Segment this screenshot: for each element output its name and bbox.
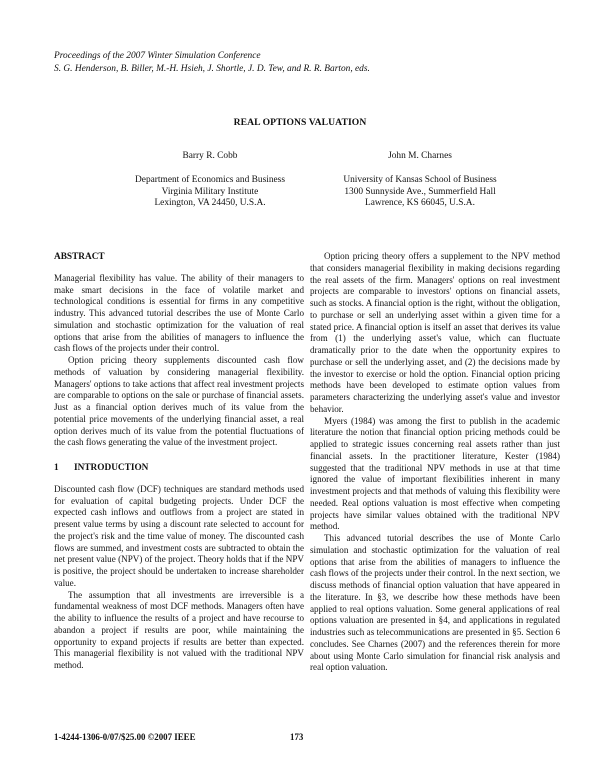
proceedings-line-1: Proceedings of the 2007 Winter Simulation Conference — [54, 51, 261, 61]
abstract-paragraph-1: Managerial flexibility has value. The ability of their managers to make smart decisions in the face of volatile market and technological conditions is essential for firms in any competitive industry. This advanced tutorial describes the use of Monte Carlo simulation and stochastic optimization for the valuation of real options that arise from the abilities of managers to influence the cash flows of the projects under their control. — [54, 272, 304, 354]
abstract-heading: ABSTRACT — [54, 252, 105, 262]
intro-paragraph-1: Discounted cash flow (DCF) techniques are standard methods used for evaluation of capital budgeting projects. Under DCF the expected cash inflows and outflows from a project are stated in present value terms by using a discount rate selected to account for the project's risk and the time value of money. The discounted cash flows are summed, and investment costs are subtracted to obtain the net present value (NPV) of the project. Theory holds that if the NPV is positive, the project should be undertaken to increase shareholder value. — [54, 483, 304, 588]
right-paragraph-3: This advanced tutorial describes the use of Monte Carlo simulation and stochastic optimization for the valuation of real options that arise from the abilities of managers to influence the cash flows of the projects under their control. In the next section, we discuss methods of financial option valuation that have appeared in the literature. In §3, we describe how these methods have been applied to real options valuation. Some general applications of real options valuation are presented in §4, and applications in regulated industries such as telecommunications are presented in §5. Section 6 concludes. See Charnes (2007) and the references therein for more about using Monte Carlo simulation for financial risk analysis and real option valuation. — [310, 533, 560, 673]
page-number: 173 — [290, 732, 304, 742]
right-paragraph-1: Option pricing theory offers a supplement to the NPV method that considers managerial flexibility in making decisions regarding the real assets of the firm. Managers' options on real investment projects are comparable to investors' options on financial assets, such as stocks. A financial option is the right, without the obligation, to purchase or sell an underlying asset within a given time for a stated price. A financial option is itself an asset that derives its value from (1) the underlying asset's value, which can fluctuate dramatically prior to the date when the opportunity expires to purchase or sell the underlying asset, and (2) the decisions made by the investor to exercise or hold the option. Financial option pricing methods have been developed to estimate option values from parameters characterizing the underlying asset's value and investor behavior. — [310, 251, 560, 414]
author-org: 1300 Sunnyside Ave., Summerfield Hall — [344, 186, 496, 197]
author-name: John M. Charnes — [388, 151, 452, 161]
author-dept: University of Kansas School of Business — [343, 174, 497, 185]
section-number: 1 — [54, 463, 59, 473]
left-column — [54, 252, 304, 672]
author-address: Lawrence, KS 66045, U.S.A. — [365, 198, 475, 209]
paper-title: REAL OPTIONS VALUATION — [233, 117, 367, 128]
author-name: Barry R. Cobb — [182, 151, 238, 161]
right-paragraph-2: Myers (1984) was among the first to publish in the academic literature the notion that financial option pricing methods could be applied to strategic issues concerning real assets rather than just financial assets. In the practitioner literature, Kester (1984) suggested that the traditional NPV methods in use at that time ignored the value of important flexibilities inherent in many investment projects and that methods of valuing this flexibility were needed. Real options valuation is most effective when competing projects have similar values obtained with the traditional NPV method. — [310, 415, 560, 532]
author-address: Lexington, VA 24450, U.S.A. — [154, 198, 266, 209]
footer-isbn: 1-4244-1306-0/07/$25.00 ©2007 IEEE — [54, 732, 196, 742]
section-heading-introduction — [54, 463, 304, 475]
author-block-1 — [120, 151, 300, 210]
author-org: Virginia Military Institute — [161, 186, 259, 197]
right-column — [310, 251, 560, 674]
intro-paragraph-2: The assumption that all investments are irreversible is a fundamental weakness of most DCF methods. Managers often have the ability to influence the results of a project and have recourse to abandon a project if results are poor, while maintaining the opportunity to expand projects if results are better than expected. This managerial flexibility is not valued with the traditional NPV method. — [54, 589, 304, 670]
abstract-paragraph-2: Option pricing theory supplements discounted cash flow methods of valuation by considering managerial flexibility. Managers' options to take actions that affect real investment projects are comparable to options on the sale or purchase of financial assets. Just as a financial option derives much of its value from the potential price movements of the underlying financial asset, a real option derives much of its value from the potential fluctuations of the cash flows generating the value of the investment project. — [54, 355, 304, 448]
author-block-2 — [315, 151, 525, 210]
section-title: INTRODUCTION — [74, 463, 149, 473]
proceedings-header — [54, 50, 554, 75]
author-dept: Department of Economics and Business — [135, 174, 285, 185]
proceedings-editors: S. G. Henderson, B. Biller, M.-H. Hsieh, J. Shortle, J. D. Tew, and R. R. Barton, eds. — [54, 63, 370, 74]
